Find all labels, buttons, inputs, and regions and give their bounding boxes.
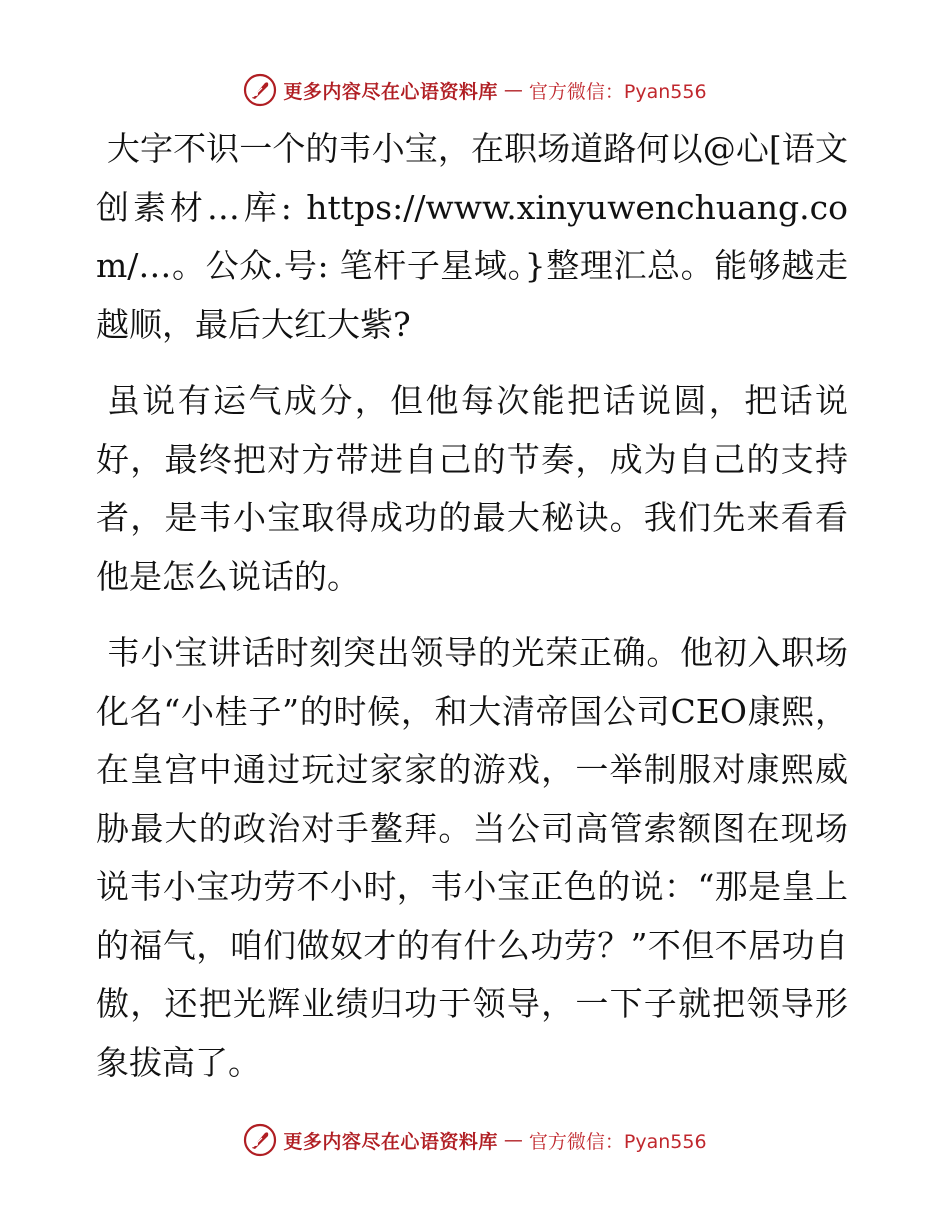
footer-banner (0, 1118, 950, 1162)
header-brand-text: 更多内容尽在心语资料库 (283, 80, 498, 103)
footer-separator: — (503, 1129, 523, 1151)
footer-wechat-text: 官方微信：Pyan556 (528, 1130, 707, 1153)
header-banner (0, 68, 950, 112)
paragraph-2: 虽说有运气成分，但他每次能把话说圆，把话说好，最终把对方带进自己的节奏，成为自己的支持者，是韦小宝取得成功的最大秘诀。我们先来看看他是怎么说话的。 (96, 381, 848, 596)
paragraph-3: 韦小宝讲话时刻突出领导的光荣正确。他初入职场化名“小桂子”的时候，和大清帝国公司CEO康熙，在皇宫中通过玩过家家的游戏，一举制服对康熙威胁最大的政治对手鳌拜。当公司高管索额图在现场说韦小宝功劳不小时，韦小宝正色的说：“那是皇上的福气，咱们做奴才的有什么功劳？”不但不居功自傲，还把光辉业绩归功于领导，一下子就把领导形象拔高了。 (96, 633, 848, 1082)
footer-brand-text: 更多内容尽在心语资料库 (283, 1130, 498, 1153)
document-body (96, 120, 848, 1110)
feather-pen-logo-icon (243, 73, 277, 107)
feather-pen-logo-icon (243, 1123, 277, 1157)
paragraph-1: 大字不识一个的韦小宝，在职场道路何以@心[语文创素材…库: https://www.xinyuwenchuang.com/…。公众.号: 笔杆子星域。}整理汇总。能够越走越顺，最后大红大紫? (96, 129, 848, 344)
header-separator: — (503, 79, 523, 101)
header-wechat-text: 官方微信：Pyan556 (528, 80, 707, 103)
